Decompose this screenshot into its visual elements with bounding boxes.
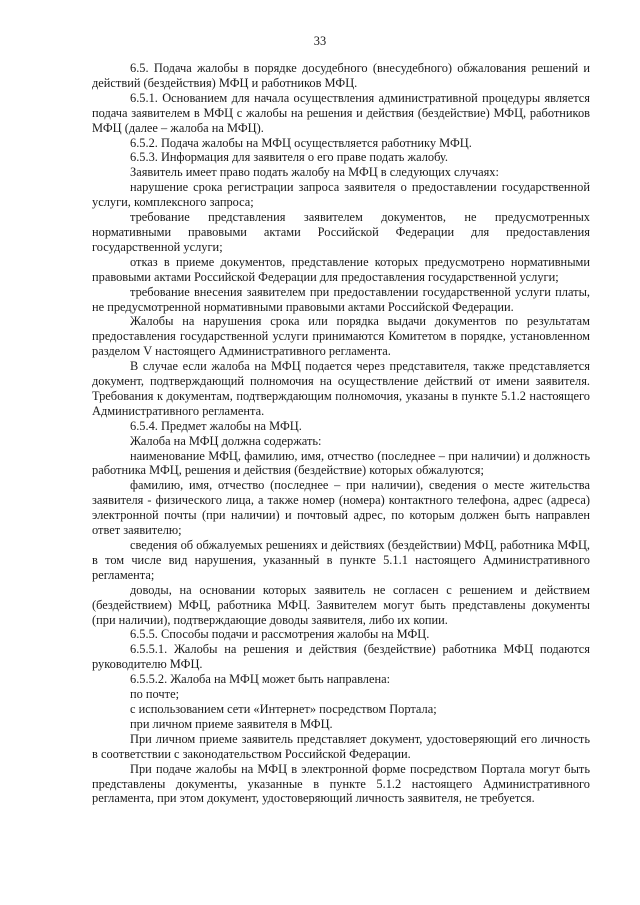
paragraph: по почте; (130, 687, 180, 702)
paragraph: 6.5.5. Способы подачи и рассмотрения жалобы на МФЦ. (130, 627, 430, 642)
paragraph: 6.5. Подача жалобы в порядке досудебного (внесудебного) обжалования решений и действий (бездействия) МФЦ и работников МФЦ. (92, 61, 590, 90)
paragraph: требование внесения заявителем при предоставлении государственной услуги платы, не предусмотренной нормативными правовыми актами Российской Федерации. (92, 284, 590, 314)
paragraph: 6.5.3. Информация для заявителя о его праве подать жалобу. (130, 150, 448, 165)
paragraph: требование представления заявителем документов, не предусмотренных нормативными правовыми актами Российской Федерации для предоставления государственной услуги; (92, 210, 590, 254)
document-body (92, 61, 590, 806)
paragraph: 6.5.2. Подача жалобы на МФЦ осуществляется работнику МФЦ. (130, 135, 472, 150)
paragraph: сведения об обжалуемых решениях и действиях (бездействии) МФЦ, работника МФЦ, в том числе вид нарушения, указанный в пункте 5.1.1 настоящего Административного регламента; (92, 538, 590, 582)
paragraph: фамилию, имя, отчество (последнее – при наличии), сведения о месте жительства заявителя - физического лица, а также номер (номера) контактного телефона, адрес (адреса) электронной почты (при наличии) и почтовый адрес, по которым должен быть направлен ответ заявителю; (92, 478, 590, 538)
paragraph: нарушение срока регистрации запроса заявителя о предоставлении государственной услуги, комплексного запроса; (92, 180, 590, 210)
paragraph: 6.5.1. Основанием для начала осуществления административной процедуры является подача заявителем в МФЦ с жалобы на решения и действия (бездействие) МФЦ, работников МФЦ (далее – жалоба на МФЦ). (92, 90, 590, 135)
page-number: 33 (313, 34, 327, 48)
paragraph: Жалобы на нарушения срока или порядка выдачи документов по результатам предоставления государственной услуги принимаются Комитетом в порядке, установленном разделом V настоящего Административного регламента. (92, 314, 590, 359)
paragraph: отказ в приеме документов, представление которых предусмотрено нормативными правовыми актами Российской Федерации для предоставления государственной услуги; (92, 254, 590, 284)
paragraph: При личном приеме заявитель представляет документ, удостоверяющий его личность в соответствии с законодательством Российской Федерации. (92, 731, 590, 761)
paragraph: доводы, на основании которых заявитель не согласен с решением и действием (бездействием) МФЦ, работника МФЦ. Заявителем могут быть представлены документы (при наличии), подтверждающие доводы заявителя, либо их копии. (92, 582, 590, 627)
paragraph: 6.5.5.2. Жалоба на МФЦ может быть направлена: (130, 672, 391, 687)
paragraph: При подаче жалобы на МФЦ в электронной форме посредством Портала могут быть представлены документы, указанные в пункте 5.1.2 настоящего Административного регламента, при этом документ, удостоверяющий личность заявителя, не требуется. (92, 761, 590, 806)
paragraph: при личном приеме заявителя в МФЦ. (130, 716, 333, 731)
paragraph: наименование МФЦ, фамилию, имя, отчество (последнее – при наличии) и должность работника МФЦ, решения и действия (бездействие) которых обжалуются; (92, 448, 590, 478)
paragraph: Жалоба на МФЦ должна содержать: (130, 433, 322, 448)
paragraph: Заявитель имеет право подать жалобу на МФЦ в следующих случаях: (130, 165, 499, 180)
paragraph: В случае если жалоба на МФЦ подается через представителя, также представляется документ, подтверждающий полномочия на осуществление действий от имени заявителя. Требования к документам, подтверждающим полномочия, указаны в пункте 5.1.2 настоящего Административного регламента. (92, 359, 590, 418)
paragraph: 6.5.5.1. Жалобы на решения и действия (бездействие) работника МФЦ подаются руководителю МФЦ. (92, 642, 590, 672)
paragraph: 6.5.4. Предмет жалобы на МФЦ. (130, 418, 302, 433)
paragraph: с использованием сети «Интернет» посредством Портала; (130, 701, 437, 716)
